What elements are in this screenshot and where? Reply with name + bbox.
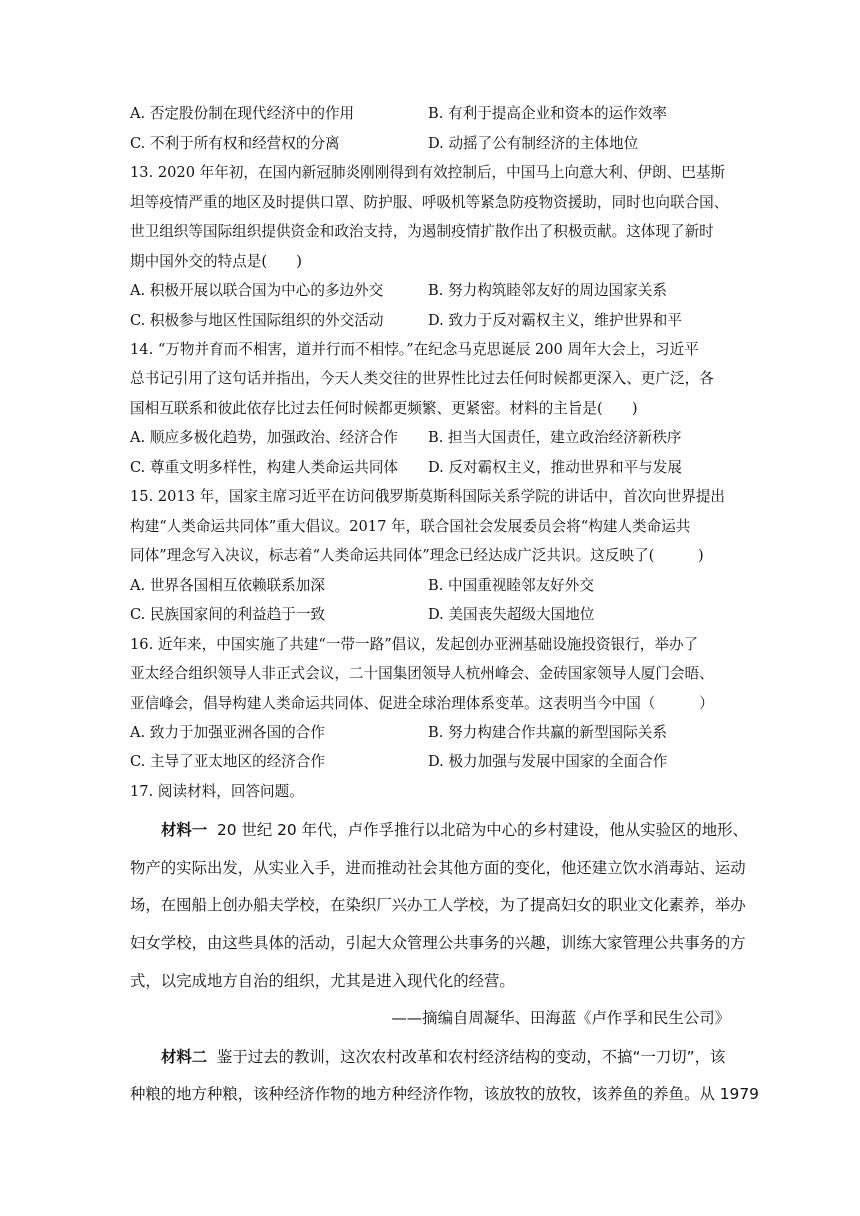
q16-option-d: D. 极力加强与发展中国家的全面合作 xyxy=(428,753,668,770)
q17-material1-line: 场，在囤船上创办船夫学校，在染织厂兴办工人学校，为了提高妇女的职业文化素养，举办 xyxy=(130,896,746,914)
q13-option-b: B. 努力构筑睦邻友好的周边国家关系 xyxy=(428,282,667,299)
q13-stem-line: 世卫组织等国际组织提供资金和政治支持，为遏制疫情扩散作出了积极贡献。这体现了新时 xyxy=(130,223,714,240)
q17-stem: 17. 阅读材料，回答问题。 xyxy=(130,783,304,800)
q17-material1-line: 妇女学校，由这些具体的活动，引起大众管理公共事务的兴趣，训练大家管理公共事务的方 xyxy=(130,934,746,952)
q14-stem-line: 14. “万物并育而不相害，道并行而不相悖。”在纪念马克思诞辰 200 周年大会上，习近平 xyxy=(130,341,699,358)
q15-stem-line: 构建“人类命运共同体”重大倡议。2017 年，联合国社会发展委员会将“构建人类命运共 xyxy=(130,518,691,535)
q13-stem-line: 13. 2020 年年初，在国内新冠肺炎刚刚得到有效控制后，中国马上向意大利、伊朗、巴基斯 xyxy=(130,164,726,181)
q17-material1-first-line xyxy=(161,819,748,841)
q17-material1-label: 材料一 xyxy=(161,821,208,839)
q15-stem-line: 15. 2013 年，国家主席习近平在访问俄罗斯莫斯科国际关系学院的讲话中，首次向世界提出 xyxy=(130,488,726,505)
q12-option-b: B. 有利于提高企业和资本的运作效率 xyxy=(428,105,667,122)
q16-option-b: B. 努力构建合作共赢的新型国际关系 xyxy=(428,724,667,741)
q17-material2-first-line xyxy=(161,1046,735,1068)
q15-stem-line: 同体”理念写入决议，标志着“人类命运共同体”理念已经达成广泛共识。这反映了( ) xyxy=(130,547,704,564)
q17-material1-line: 式，以完成地方自治的组织，尤其是进入现代化的经营。 xyxy=(130,972,515,990)
q16-stem-line: 亚太经合组织领导人非正式会议，二十国集团领导人杭州峰会、金砖国家领导人厦门会晤、 xyxy=(130,665,714,682)
q13-stem-line: 期中国外交的特点是( ) xyxy=(130,253,302,270)
q17-material1-text: 20 世纪 20 年代，卢作孚推行以北碚为中心的乡村建设，他从实验区的地形、 xyxy=(216,821,748,839)
q14-option-b: B. 担当大国责任，建立政治经济新秩序 xyxy=(428,429,682,446)
q13-stem-line: 坦等疫情严重的地区及时提供口罩、防护服、呼吸机等紧急防疫物资援助，同时也向联合国、 xyxy=(130,194,729,211)
q14-option-c: C. 尊重文明多样性，构建人类命运共同体 xyxy=(130,459,399,476)
q15-option-b: B. 中国重视睦邻友好外交 xyxy=(428,577,594,594)
q15-option-d: D. 美国丧失超级大国地位 xyxy=(428,606,595,623)
q12-option-c: C. 不利于所有权和经营权的分离 xyxy=(130,135,340,152)
q17-material2-line: 种粮的地方种粮，该种经济作物的地方种经济作物，该放牧的放牧，该养鱼的养鱼。从 1979 xyxy=(130,1085,759,1103)
q14-option-d: D. 反对霸权主义，推动世界和平与发展 xyxy=(428,459,682,476)
q17-material2-text: 鉴于过去的教训，这次农村改革和农村经济结构的变动，不搞“一刀切”，该 xyxy=(216,1048,726,1066)
q16-stem-line: 亚信峰会，倡导构建人类命运共同体、促进全球治理体系变革。这表明当今中国（ ） xyxy=(130,695,714,712)
q17-material1-source: ——摘编自周凝华、田海蓝《卢作孚和民生公司》 xyxy=(391,1009,730,1027)
q12-option-a: A. 否定股份制在现代经济中的作用 xyxy=(130,105,355,122)
q17-material2-label: 材料二 xyxy=(161,1048,208,1066)
q14-option-a: A. 顺应多极化趋势，加强政治、经济合作 xyxy=(130,429,398,446)
q14-stem-line: 国相互联系和彼此依存比过去任何时候都更频繁、更紧密。材料的主旨是( ) xyxy=(130,400,638,417)
q16-option-a: A. 致力于加强亚洲各国的合作 xyxy=(130,724,325,741)
q16-option-c: C. 主导了亚太地区的经济合作 xyxy=(130,753,326,770)
q17-material1-line: 物产的实际出发，从实业入手，进而推动社会其他方面的变化，他还建立饮水消毒站、运动 xyxy=(130,859,746,877)
q13-option-a: A. 积极开展以联合国为中心的多边外交 xyxy=(130,282,384,299)
q15-option-a: A. 世界各国相互依赖联系加深 xyxy=(130,577,325,594)
q13-option-d: D. 致力于反对霸权主义，维护世界和平 xyxy=(428,312,682,329)
q14-stem-line: 总书记引用了这句话并指出，今天人类交往的世界性比过去任何时候都更深入、更广泛，各 xyxy=(130,370,714,387)
q16-stem-line: 16. 近年来，中国实施了共建“一带一路”倡议，发起创办亚洲基础设施投资银行，举办了 xyxy=(130,636,699,653)
q13-option-c: C. 积极参与地区性国际组织的外交活动 xyxy=(130,312,384,329)
q12-option-d: D. 动摇了公有制经济的主体地位 xyxy=(428,135,639,152)
q15-option-c: C. 民族国家间的利益趋于一致 xyxy=(130,606,326,623)
